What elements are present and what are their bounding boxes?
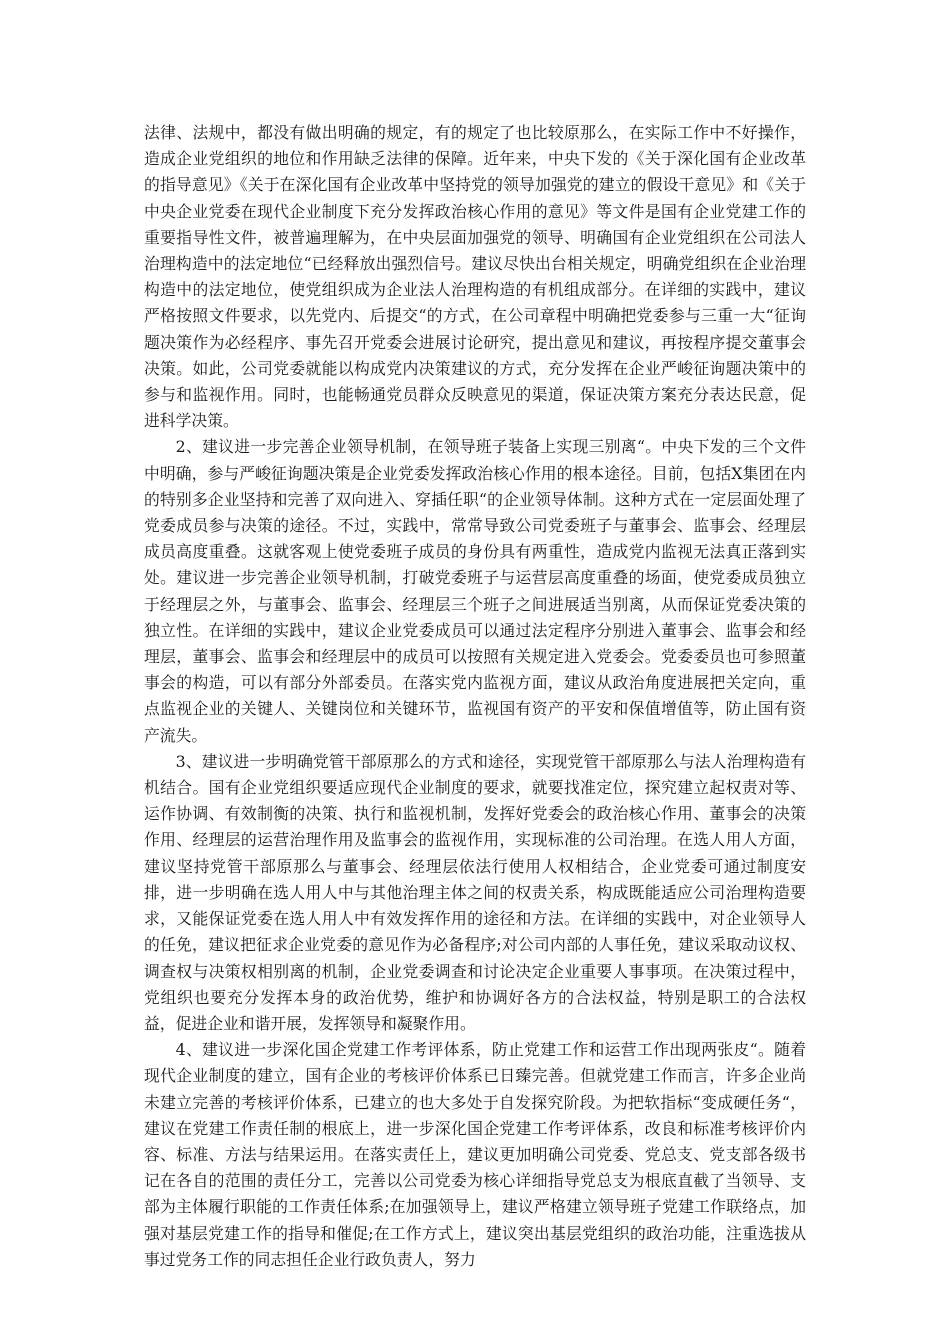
paragraph-1: 法律、法规中，都没有做出明确的规定，有的规定了也比较原那么，在实际工作中不好操作，造成企业党组织的地位和作用缺乏法律的保障。近年来，中央下发的《关于深化国有企业改革的指导意见》《关于在深化国有企业改革中坚持党的领导加强党的建立的假设干意见》和《关于中央企业党委在现代企业制度下充分发挥政治核心作用的意见》等文件是国有企业党建工作的重要指导性文件，被普遍理解为，在中央层面加强党的领导、明确国有企业党组织在公司法人治理构造中的法定地位“已经释放出强烈信号。建议尽快出台相关规定，明确党组织在企业治理构造中的法定地位，使党组织成为企业法人治理构造的有机组成部分。在详细的实践中，建议严格按照文件要求，以先党内、后提交“的方式，在公司章程中明确把党委参与三重一大“征询题决策作为必经程序、事先召开党委会进展讨论研究，提出意见和建议，再按程序提交董事会决策。如此，公司党委就能以构成党内决策建议的方式，充分发挥在企业严峻征询题决策中的参与和监视作用。同时，也能畅通党员群众反映意见的渠道，保证决策方案充分表达民意，促进科学决策。 — [144, 123, 806, 431]
paragraph-4: 4、建议进一步深化国企党建工作考评体系，防止党建工作和运营工作出现两张皮“。随着现代企业制度的建立，国有企业的考核评价体系已日臻完善。但就党建工作而言，许多企业尚未建立完善的考核评价体系，已建立的也大多处于自发探究阶段。为把软指标“变成硬任务“，建议在党建工作责任制的根底上，进一步深化国企党建工作考评体系，改良和标准考核评价内容、标准、方法与结果运用。在落实责任上，建议更加明确公司党委、党总支、党支部各级书记在各自的范围的责任分工，完善以公司党委为核心详细指导党总支为根底直截了当领导、支部为主体履行职能的工作责任体系;在加强领导上，建议严格建立领导班子党建工作联络点，加强对基层党建工作的指导和催促;在工作方式上，建议突出基层党组织的政治功能，注重选拔从事过党务工作的同志担任企业行政负责人，努力 — [144, 1040, 806, 1269]
paragraph-2: 2、建议进一步完善企业领导机制，在领导班子装备上实现三别离“。中央下发的三个文件中明确，参与严峻征询题决策是企业党委发挥政治核心作用的根本途径。目前，包括X集团在内的特别多企业坚持和完善了双向进入、穿插任职“的企业领导体制。这种方式在一定层面处理了党委成员参与决策的途径。不过，实践中，常常导致公司党委班子与董事会、监事会、经理层成员高度重叠。这就客观上使党委班子成员的身份具有两重性，造成党内监视无法真正落到实处。建议进一步完善企业领导机制，打破党委班子与运营层高度重叠的场面，使党委成员独立于经理层之外，与董事会、监事会、经理层三个班子之间进展适当别离，从而保证党委决策的独立性。在详细的实践中，建议企业党委成员可以通过法定程序分别进入董事会、监事会和经理层，董事会、监事会和经理层中的成员可以按照有关规定进入党委会。党委委员也可参照董事会的构造，可以有部分外部委员。在落实党内监视方面，建议从政治角度进展把关定向，重点监视企业的关键人、关键岗位和关键环节，监视国有资产的平安和保值增值等，防止国有资产流失。 — [144, 437, 806, 745]
document-body — [144, 120, 806, 1273]
paragraph-3: 3、建议进一步明确党管干部原那么的方式和途径，实现党管干部原那么与法人治理构造有机结合。国有企业党组织要适应现代企业制度的要求，就要找准定位，探究建立起权责对等、运作协调、有效制衡的决策、执行和监视机制，发挥好党委会的政治核心作用、董事会的决策作用、经理层的运营治理作用及监事会的监视作用，实现标准的公司治理。在选人用人方面，建议坚持党管干部原那么与董事会、经理层依法行使用人权相结合，企业党委可通过制度安排，进一步明确在选人用人中与其他治理主体之间的权责关系，构成既能适应公司治理构造要求，又能保证党委在选人用人中有效发挥作用的途径和方法。在详细的实践中，对企业领导人的任免，建议把征求企业党委的意见作为必备程序;对公司内部的人事任免，建议采取动议权、调查权与决策权相别离的机制，企业党委调查和讨论决定企业重要人事事项。在决策过程中，党组织也要充分发挥本身的政治优势，维护和协调好各方的合法权益，特别是职工的合法权益，促进企业和谐开展，发挥领导和凝聚作用。 — [144, 751, 806, 1033]
